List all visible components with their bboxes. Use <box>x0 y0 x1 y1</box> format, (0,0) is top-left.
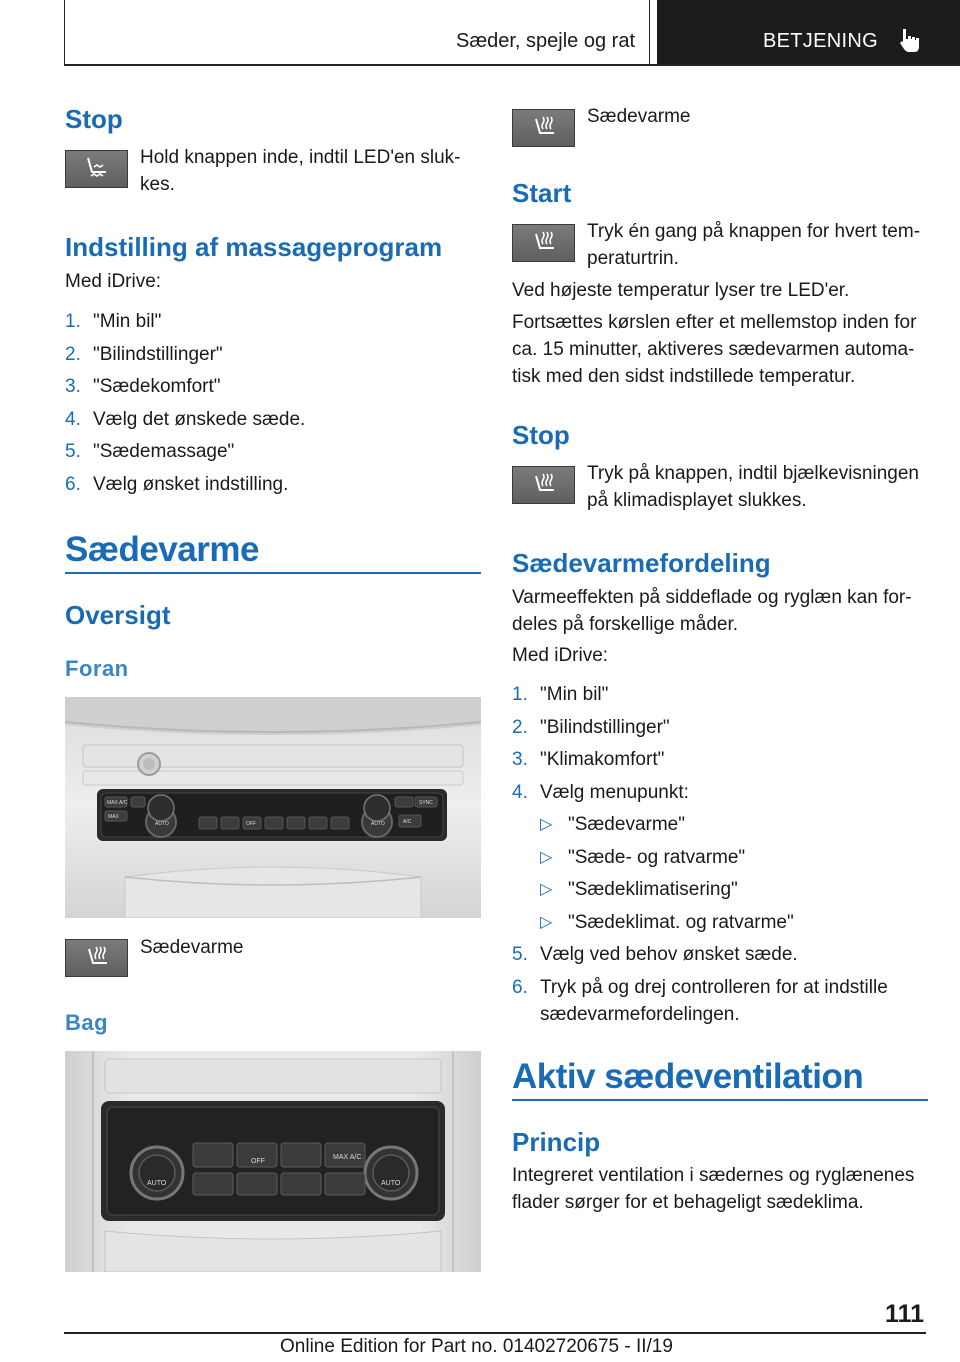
photo-label: AUTO <box>155 821 169 827</box>
photo-label: MAX <box>108 814 119 820</box>
list-item: 6. Tryk på og drej controlleren for at indstille sædevarmefordelingen. <box>512 976 888 1025</box>
seat-massage-icon <box>84 156 112 182</box>
rear-heading: Bag <box>65 1010 109 1035</box>
rear-climate-panel-photo <box>65 1051 481 1272</box>
seat-heating-button-image <box>512 224 575 262</box>
list-item: 3. "Sædekomfort" <box>65 376 221 397</box>
seat-heating-icon <box>84 945 112 971</box>
list-item: 4. Vælg det ønskede sæde. <box>65 408 306 430</box>
seat-heating-heading: Sædevarme <box>65 530 259 569</box>
page-number: 111 <box>885 1300 924 1328</box>
header-section-box <box>64 0 650 66</box>
massage-button-image <box>65 150 128 188</box>
stop-text-right: Tryk på knappen, indtil bjælkevisningen på klimadisplayet slukkes. <box>587 463 919 511</box>
header-section-title: Sæder, spejle og rat <box>456 30 635 52</box>
front-heading: Foran <box>65 656 129 681</box>
start-heading: Start <box>512 178 572 208</box>
pointing-hand-icon <box>897 26 925 54</box>
photo-label: A/C <box>403 819 412 825</box>
front-climate-panel-photo <box>65 697 481 918</box>
header-rule <box>64 64 960 66</box>
front-button-label: Sædevarme <box>140 937 244 958</box>
seat-heating-button-image <box>512 109 575 147</box>
photo-label: AUTO <box>147 1180 167 1187</box>
principle-heading: Princip <box>512 1127 601 1157</box>
stop-heading-right: Stop <box>512 420 570 450</box>
photo-label: MAX A/C <box>107 800 128 806</box>
massage-program-heading: Indstilling af massageprogram <box>65 232 443 262</box>
photo-label: AUTO <box>381 1180 401 1187</box>
sub-list-item: ▷ "Sædeklimatisering" <box>540 879 738 900</box>
photo-label: SYNC <box>419 800 433 806</box>
footer-edition: Online Edition for Part no. 01402720675 - II/19 <box>280 1336 673 1357</box>
distribution-heading: Sædevarmefordeling <box>512 548 771 578</box>
stop-heading: Stop <box>65 104 123 134</box>
list-item: 5. "Sædemassage" <box>65 441 235 462</box>
massage-steps-list <box>65 308 481 503</box>
active-ventilation-heading: Aktiv sædeventilation <box>512 1057 864 1096</box>
seat-heating-button-image <box>512 466 575 504</box>
photo-label: OFF <box>246 821 256 827</box>
sub-list-item: ▷ "Sædeklimat. og ratvarme" <box>540 911 794 933</box>
seat-heating-icon <box>531 472 559 498</box>
photo-label: MAX A/C <box>333 1154 362 1161</box>
start-paragraph-2: Fortsættes kørslen efter et mellemstop inden for ca. 15 minutter, aktiveres sædevarmen automa-tisk med den sidst indstillede temperatur. <box>512 312 917 387</box>
list-item: 4. Vælg menupunkt: <box>512 781 689 803</box>
list-item: 2. "Bilindstillinger" <box>65 343 223 365</box>
distribution-text: Varmeeffekten på siddeflade og ryglæn kan for-deles på forskellige måder. <box>512 587 912 635</box>
stop-text: Hold knappen inde, indtil LED'en sluk-kes. <box>140 147 461 195</box>
list-item: 5. Vælg ved behov ønsket sæde. <box>512 944 798 965</box>
seat-heating-icon <box>531 115 559 141</box>
header-chapter-tab <box>657 0 960 66</box>
overview-heading: Oversigt <box>65 600 171 630</box>
start-paragraph-1: Ved højeste temperatur lyser tre LED'er. <box>512 280 850 301</box>
seat-heating-icon <box>531 230 559 256</box>
list-item: 6. Vælg ønsket indstilling. <box>65 473 289 495</box>
start-text: Tryk én gang på knappen for hvert tem-peraturtrin. <box>587 221 921 269</box>
principle-text: Integreret ventilation i sædernes og ryglænenes flader sørger for et behageligt sædeklima. <box>512 1165 915 1213</box>
sub-list-item: ▷ "Sæde- og ratvarme" <box>540 846 746 868</box>
header-chapter-title: BETJENING <box>763 30 878 52</box>
seat-heating-button-front-image <box>65 939 128 977</box>
photo-label: OFF <box>251 1158 265 1165</box>
list-item: 2. "Bilindstillinger" <box>512 716 670 738</box>
sub-list-item: ▷ "Sædevarme" <box>540 814 685 835</box>
list-item: 1. "Min bil" <box>65 311 162 332</box>
list-item: 3. "Klimakomfort" <box>512 749 665 770</box>
list-item: 1. "Min bil" <box>512 684 609 705</box>
heading-rule <box>65 572 481 574</box>
heading-rule <box>512 1099 928 1101</box>
distribution-steps-list <box>512 681 928 1033</box>
seat-heating-button-label: Sædevarme <box>587 106 691 127</box>
massage-intro: Med iDrive: <box>65 271 162 292</box>
photo-label: AUTO <box>371 821 385 827</box>
footer-rule <box>64 1332 926 1334</box>
distribution-intro: Med iDrive: <box>512 645 609 666</box>
